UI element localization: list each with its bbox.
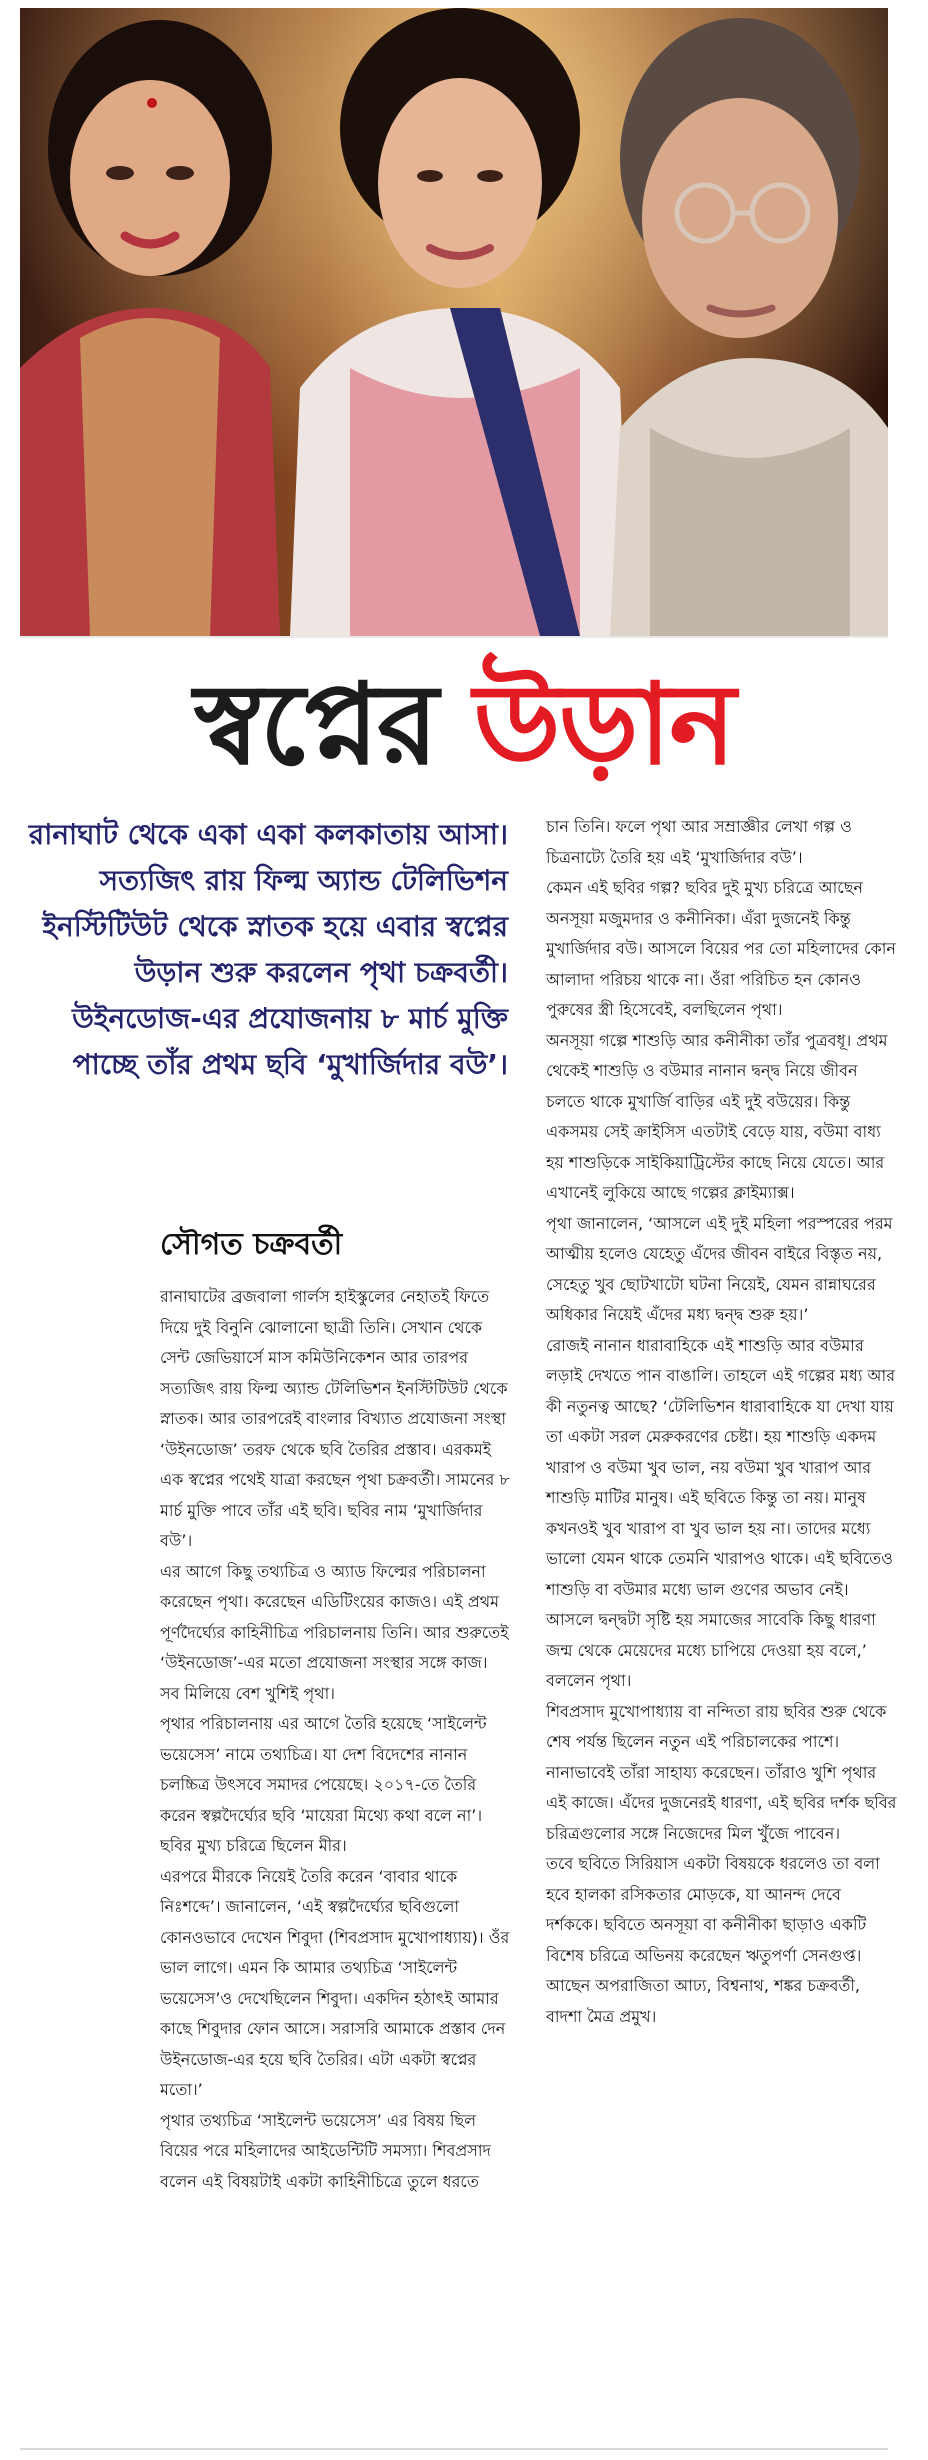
byline: সৌগত চক্রবর্তী bbox=[160, 1227, 343, 1262]
paragraph: এর আগে কিছু তথ্যচিত্র ও অ্যাড ফিল্মের পরিচালনা করেছেন পৃথা। করেছেন এডিটিংয়ের কাজও। এই প্রথম পূর্ণদৈর্ঘ্যের কাহিনীচিত্র পরিচালনায় তিনি। আর শুরুতেই ‘উইনডোজ’-এর মতো প্রযোজনা সংস্থার সঙ্গে কাজ। সব মিলিয়ে বেশ খুশিই পৃথা। bbox=[160, 1561, 509, 1703]
hero-photo bbox=[20, 8, 888, 638]
paragraph: রোজই নানান ধারাবাহিকে এই শাশুড়ি আর বউমার লড়াই দেখতে পান বাঙালি। তাহলে এই গল্পের মধ্য আর কী নতুনত্ব আছে? ‘টেলিভিশন ধারাবাহিকে যা দেখা যায় তা একটা সরল মেরুকরণের চেষ্টা। হয় শাশুড়ি একদম খারাপ ও বউমা খুব ভাল, নয় বউমা খুব খারাপ আর শাশুড়ি মাটির মানুষ। এই ছবিতে কিন্তু তা নয়। মানুষ কখনওই খুব খারাপ বা খুব ভাল হয় না। তাদের মধ্যে ভালো যেমন থাকে তেমনি খারাপও থাকে। এই ছবিতেও শাশুড়ি বা বউমার মধ্যে ভাল গুণের অভাব নেই। আসলে দ্বন্দ্বটা সৃষ্টি হয় সমাজের সাবেকি কিছু ধারণা জন্ম থেকে মেয়েদের মধ্যে চাপিয়ে দেওয়া হয় বলে,’ বললেন পৃথা। bbox=[546, 1335, 896, 1690]
headline-word-2: উড়ান bbox=[473, 660, 734, 790]
paragraph: কেমন এই ছবির গল্প? ছবির দুই মুখ্য চরিত্রে আছেন অনসূয়া মজুমদার ও কনীনিকা। এঁরা দুজনেই কিন্তু মুখার্জিদার বউ। আসলে বিয়ের পর তো মহিলাদের কোন আলাদা পরিচয় থাকে না। ওঁরা পরিচিত হন কোনও পুরুষের স্ত্রী হিসেবেই, বলছিলেন পৃথা। bbox=[546, 878, 896, 1019]
paragraph: পৃথার পরিচালনায় এর আগে তৈরি হয়েছে ‘সাইলেন্ট ভয়েসেস’ নামে তথ্যচিত্র। যা দেশ বিদেশের নানান চলচ্চিত্র উৎসবে সমাদর পেয়েছে। ২০১৭-তে তৈরি করেন স্বল্পদৈর্ঘ্যের ছবি ‘মায়েরা মিথ্যে কথা বলে না’। ছবির মুখ্য চরিত্রে ছিলেন মীর। bbox=[160, 1714, 487, 1855]
paragraph: চান তিনি। ফলে পৃথা আর সম্রাজ্ঞীর লেখা গল্প ও চিত্রনাট্যে তৈরি হয় এই ‘মুখার্জিদার বউ’। bbox=[546, 817, 852, 867]
bottom-rule bbox=[20, 2448, 888, 2450]
body-column-left bbox=[160, 1282, 512, 2197]
intro-block bbox=[20, 812, 508, 1088]
body-column-right bbox=[546, 812, 898, 2032]
intro-text: রানাঘাট থেকে একা একা কলকাতায় আসা। সত্যজিৎ রায় ফিল্ম অ্যান্ড টেলিভিশন ইনস্টিটিউট থেকে স্নাতক হয়ে এবার স্বপ্নের উড়ান শুরু করলেন পৃথা চক্রবর্তী। উইনডোজ-এর প্রযোজনায় ৮ মার্চ মুক্তি পাচ্ছে তাঁর প্রথম ছবি ‘মুখার্জিদার বউ’। bbox=[28, 818, 508, 1081]
paragraph: পৃথার তথ্যচিত্র ‘সাইলেন্ট ভয়েসেস’ এর বিষয় ছিল বিয়ের পরে মহিলাদের আইডেন্টিটি সমস্যা। শিবপ্রসাদ বলেন এই বিষয়টাই একটা কাহিনীচিত্রে তুলে ধরতে bbox=[160, 2110, 491, 2191]
headline bbox=[0, 650, 928, 800]
paragraph: পৃথা জানালেন, ‘আসলে এই দুই মহিলা পরস্পরের পরম আত্মীয় হলেও যেহেতু এঁদের জীবন বাইরে বিস্তৃত নয়, সেহেতু খুব ছোটখাটো ঘটনা নিয়েই, যেমন রান্নাঘরের অধিকার নিয়েই এঁদের মধ্য দ্বন্দ্ব শুরু হয়।’ bbox=[546, 1213, 893, 1324]
headline-word-1: স্বপ্নের bbox=[194, 660, 437, 790]
paragraph: অনসূয়া গল্পে শাশুড়ি আর কনীনীকা তাঁর পুত্রবধূ। প্রথম থেকেই শাশুড়ি ও বউমার নানান দ্বন্দ্ব নিয়ে জীবন চলতে থাকে মুখার্জি বাড়ির এই দুই বউয়ের। কিন্তু একসময় সেই ক্রাইসিস এতটাই বেড়ে যায়, বউমা বাধ্য হয় শাশুড়িকে সাইকিয়াট্রিস্টের কাছে নিয়ে যেতে। আর এখানেই লুকিয়ে আছে গল্পের ক্লাইম্যাক্স। bbox=[546, 1030, 888, 1202]
paragraph: শিবপ্রসাদ মুখোপাধ্যায় বা নন্দিতা রায় ছবির শুরু থেকে শেষ পর্যন্ত ছিলেন নতুন এই পরিচালকের পাশে। নানাভাবেই তাঁরা সাহায্য করেছেন। তাঁরাও খুশি পৃথার এই কাজে। এঁদের দুজনেরই ধারণা, এই ছবির দর্শক ছবির চরিত্রগুলোর সঙ্গে নিজেদের মিল খুঁজে পাবেন। bbox=[546, 1701, 897, 1843]
paragraph: রানাঘাটের ব্রজবালা গার্লস হাইস্কুলের নেহাতই ফিতে দিয়ে দুই বিনুনি ঝোলানো ছাত্রী তিনি। সেখান থেকে সেন্ট জেভিয়ার্সে মাস কমিউনিকেশন আর তারপর সত্যজিৎ রায় ফিল্ম অ্যান্ড টেলিভিশন ইনস্টিটিউট থেকে স্নাতক। আর তারপরেই বাংলার বিখ্যাত প্রযোজনা সংস্থা ‘উইনডোজ’ তরফ থেকে ছবি তৈরির প্রস্তাব। এরকমই এক স্বপ্নের পথেই যাত্রা করছেন পৃথা চক্রবর্তী। সামনের ৮ মার্চ মুক্তি পাবে তাঁর এই ছবি। ছবির নাম ‘মুখার্জিদার বউ’। bbox=[160, 1287, 510, 1550]
paragraph: তবে ছবিতে সিরিয়াস একটা বিষয়কে ধরলেও তা বলা হবে হালকা রসিকতার মোড়কে, যা আনন্দ দেবে দর্শককে। ছবিতে অনসূয়া বা কনীনীকা ছাড়াও একটি বিশেষ চরিত্রে অভিনয় করেছেন ঋতুপর্ণা সেনগুপ্ত। আছেন অপরাজিতা আঢ্য, বিশ্বনাথ, শঙ্কর চক্রবর্তী, বাদশা মৈত্র প্রমুখ। bbox=[546, 1854, 880, 2026]
paragraph: এরপরে মীরকে নিয়েই তৈরি করেন ‘বাবার থাকে নিঃশব্দে’। জানালেন, ‘এই স্বল্পদৈর্ঘ্যের ছবিগুলো কোনওভাবে দেখেন শিবুদা (শিবপ্রসাদ মুখোপাধ্যায়)। ওঁর ভাল লাগে। এমন কি আমার তথ্যচিত্র ‘সাইলেন্ট ভয়েসেস’ও দেখেছিলেন শিবুদা। একদিন হঠাৎই আমার কাছে শিবুদার ফোন আসে। সরাসরি আমাকে প্রস্তাব দেন উইনডোজ-এর হয়ে ছবি তৈরির। এটা একটা স্বপ্নের মতো।’ bbox=[160, 1866, 510, 2099]
hero-photo-illustration bbox=[20, 8, 888, 636]
